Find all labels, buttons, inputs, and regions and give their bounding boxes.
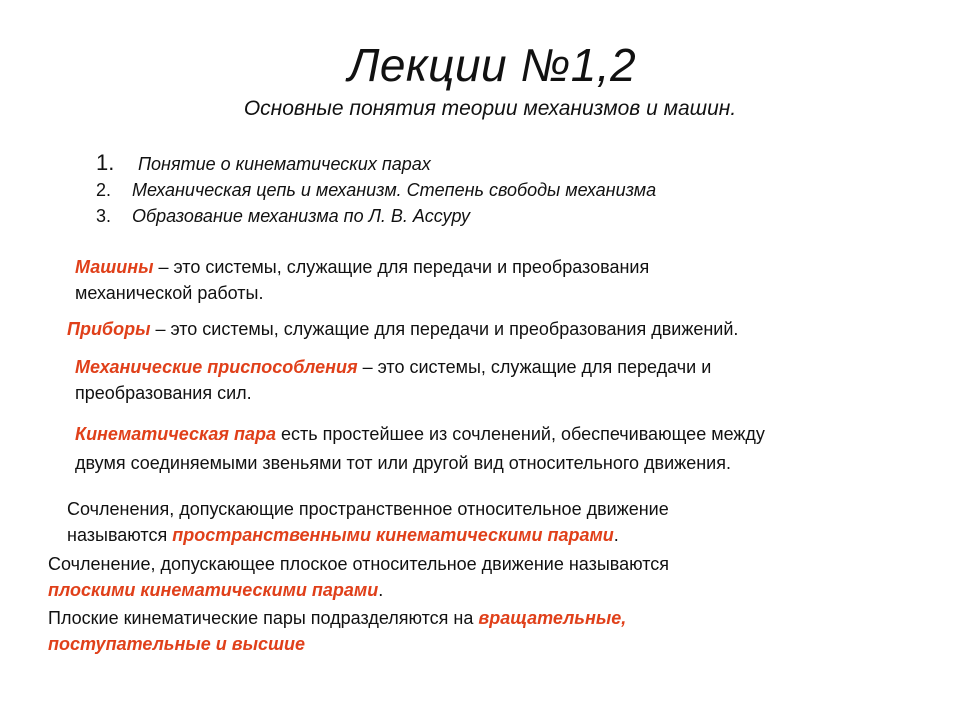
statement-text: называются: [67, 525, 173, 545]
statement-subdivision: [48, 605, 626, 657]
term-translational-higher: поступательные и высшие: [48, 634, 305, 654]
definition-text: двумя соединяемыми звеньями тот или другой вид относительного движения.: [75, 453, 731, 473]
term-planar-pairs: плоскими кинематическими парами: [48, 580, 379, 600]
statement-punct: .: [613, 525, 619, 545]
term-machines: Машины: [75, 257, 154, 277]
term-devices: Приборы: [67, 319, 151, 339]
statement-text: Плоские кинематические пары подразделяются на: [48, 608, 479, 628]
definition-machines: [75, 254, 649, 306]
definition-mech-fixtures: [75, 354, 711, 406]
definition-text: есть простейшее из сочленений, обеспечивающее между: [275, 424, 765, 444]
definition-text: механической работы.: [75, 283, 264, 303]
definition-devices: [67, 316, 738, 342]
term-spatial-pairs: пространственными кинематическими парами: [172, 525, 614, 545]
topic-text: Образование механизма по Л. В. Ассуру: [132, 206, 470, 226]
statement-text: Сочленения, допускающие пространственное относительное движение: [67, 499, 669, 519]
topic-item: [96, 150, 656, 177]
statement-spatial: [67, 496, 669, 548]
definition-kin-pair: [75, 420, 765, 478]
definition-text: – это системы, служащие для передачи и: [357, 357, 712, 377]
topic-number: 3.: [96, 206, 112, 226]
statement-punct: .: [378, 580, 384, 600]
term-kin-pair: Кинематическая пара: [75, 424, 276, 444]
statement-planar: [48, 551, 669, 603]
term-mech-fixtures: Механические приспособления: [75, 357, 358, 377]
topic-item: [96, 203, 656, 229]
topic-number: 1.: [96, 150, 115, 175]
topic-number: 2.: [96, 180, 112, 200]
topic-text: Механическая цепь и механизм. Степень свободы механизма: [132, 180, 657, 200]
slide-title: Лекции №1,2: [347, 39, 637, 91]
topic-list: [96, 150, 656, 229]
definition-text: – это системы, служащие для передачи и преобразования движений.: [150, 319, 739, 339]
definition-text: преобразования сил.: [75, 383, 252, 403]
slide-subtitle: Основные понятия теории механизмов и машин.: [243, 97, 737, 120]
topic-text: Понятие о кинематических парах: [138, 154, 431, 174]
definition-text: – это системы, служащие для передачи и преобразования: [153, 257, 650, 277]
statement-text: Сочленение, допускающее плоское относительное движение называются: [48, 554, 670, 574]
topic-item: [96, 177, 656, 203]
term-rotational: вращательные,: [478, 608, 627, 628]
